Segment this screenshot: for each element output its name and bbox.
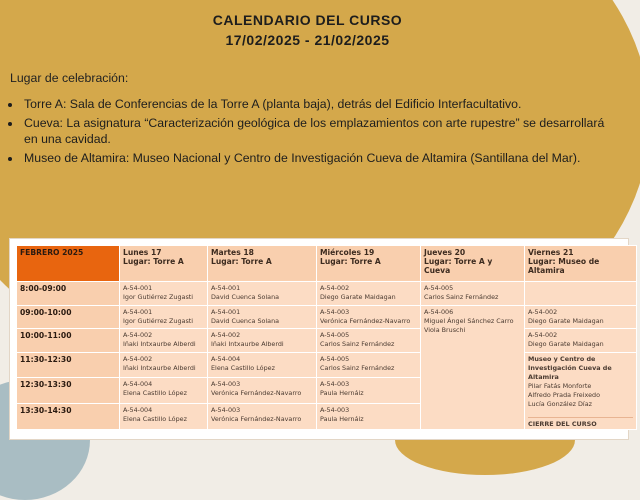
day-header-monday: Lunes 17 Lugar: Torre A <box>120 246 208 282</box>
page-title: CALENDARIO DEL CURSO <box>212 12 403 28</box>
time-slot: 8:00-09:00 <box>17 282 120 306</box>
session-cell: A-54-002 Iñaki Intxaurbe Alberdi <box>208 329 317 353</box>
month-header: FEBRERO 2025 <box>17 246 120 282</box>
session-cell: A-54-002 Iñaki Intxaurbe Alberdi <box>120 329 208 353</box>
day-header-tuesday: Martes 18 Lugar: Torre A <box>208 246 317 282</box>
session-cell: A-54-003 Verónica Fernández-Navarro <box>208 403 317 429</box>
session-cell: A-54-003 Paula Hernáiz <box>317 378 421 404</box>
course-dates: 17/02/2025 - 21/02/2025 <box>225 32 390 48</box>
empty-cell <box>525 282 637 306</box>
museum-title: Museo y Centro de Investigación Cueva de Altamira <box>528 354 612 381</box>
schedule-table <box>16 245 637 430</box>
venue-heading: Lugar de celebración: <box>10 71 129 85</box>
session-cell: A-54-001 Igor Gutiérrez Zugasti <box>120 282 208 306</box>
session-cell: A-54-005 Carlos Sainz Fernández <box>317 352 421 378</box>
session-cell: A-54-002 Diego Garate Maidagan <box>525 305 637 329</box>
table-row <box>17 282 637 306</box>
session-cell-museum: Museo y Centro de Investigación Cueva de Altamira Pilar Fatás Monforte Alfredo Prada Freixedo Lucía González Díaz CIERRE DEL CURSO <box>525 352 637 429</box>
session-cell: A-54-004 Elena Castillo López <box>208 352 317 378</box>
session-cell: A-54-004 Elena Castillo López <box>120 403 208 429</box>
time-slot: 09:00-10:00 <box>17 305 120 329</box>
schedule-card <box>9 238 629 440</box>
session-cell: A-54-005 Carlos Sainz Fernández <box>317 329 421 353</box>
day-header-thursday: Jueves 20 Lugar: Torre A y Cueva <box>421 246 525 282</box>
venue-item-museo: • Museo de Altamira: Museo Nacional y Centro de Investigación Cueva de Altamira (Santillana del Mar). <box>22 150 612 166</box>
session-cell: A-54-005 Carlos Sainz Fernández <box>421 282 525 306</box>
session-cell-cave: A-54-006 Miguel Ángel Sánchez Carro Viola Bruschi <box>421 305 525 429</box>
session-cell: A-54-002 Diego Garate Maidagan <box>525 329 637 353</box>
closing-label: CIERRE DEL CURSO <box>528 417 633 429</box>
time-slot: 11:30-12:30 <box>17 352 120 378</box>
session-cell: A-54-002 Iñaki Intxaurbe Alberdi <box>120 352 208 378</box>
table-row <box>17 305 637 329</box>
session-cell: A-54-001 David Cuenca Solana <box>208 282 317 306</box>
table-row <box>17 352 637 378</box>
time-slot: 12:30-13:30 <box>17 378 120 404</box>
time-slot: 10:00-11:00 <box>17 329 120 353</box>
venue-list <box>0 96 612 169</box>
time-slot: 13:30-14:30 <box>17 403 120 429</box>
venue-item-torre-a: • Torre A: Sala de Conferencias de la Torre A (planta baja), detrás del Edificio Interfacultativo. <box>22 96 612 112</box>
session-cell: A-54-003 Verónica Fernández-Navarro <box>208 378 317 404</box>
day-header-friday: Viernes 21 Lugar: Museo de Altamira <box>525 246 637 282</box>
session-cell: A-54-002 Diego Garate Maidagan <box>317 282 421 306</box>
session-cell: A-54-001 David Cuenca Solana <box>208 305 317 329</box>
session-cell: A-54-001 Igor Gutiérrez Zugasti <box>120 305 208 329</box>
table-row <box>17 329 637 353</box>
session-cell: A-54-003 Paula Hernáiz <box>317 403 421 429</box>
session-cell: A-54-003 Verónica Fernández-Navarro <box>317 305 421 329</box>
day-header-wednesday: Miércoles 19 Lugar: Torre A <box>317 246 421 282</box>
session-cell: A-54-004 Elena Castillo López <box>120 378 208 404</box>
venue-item-cueva: • Cueva: La asignatura “Caracterización geológica de los emplazamientos con arte rupestre” se desarrollará en una cavidad. <box>22 115 612 147</box>
